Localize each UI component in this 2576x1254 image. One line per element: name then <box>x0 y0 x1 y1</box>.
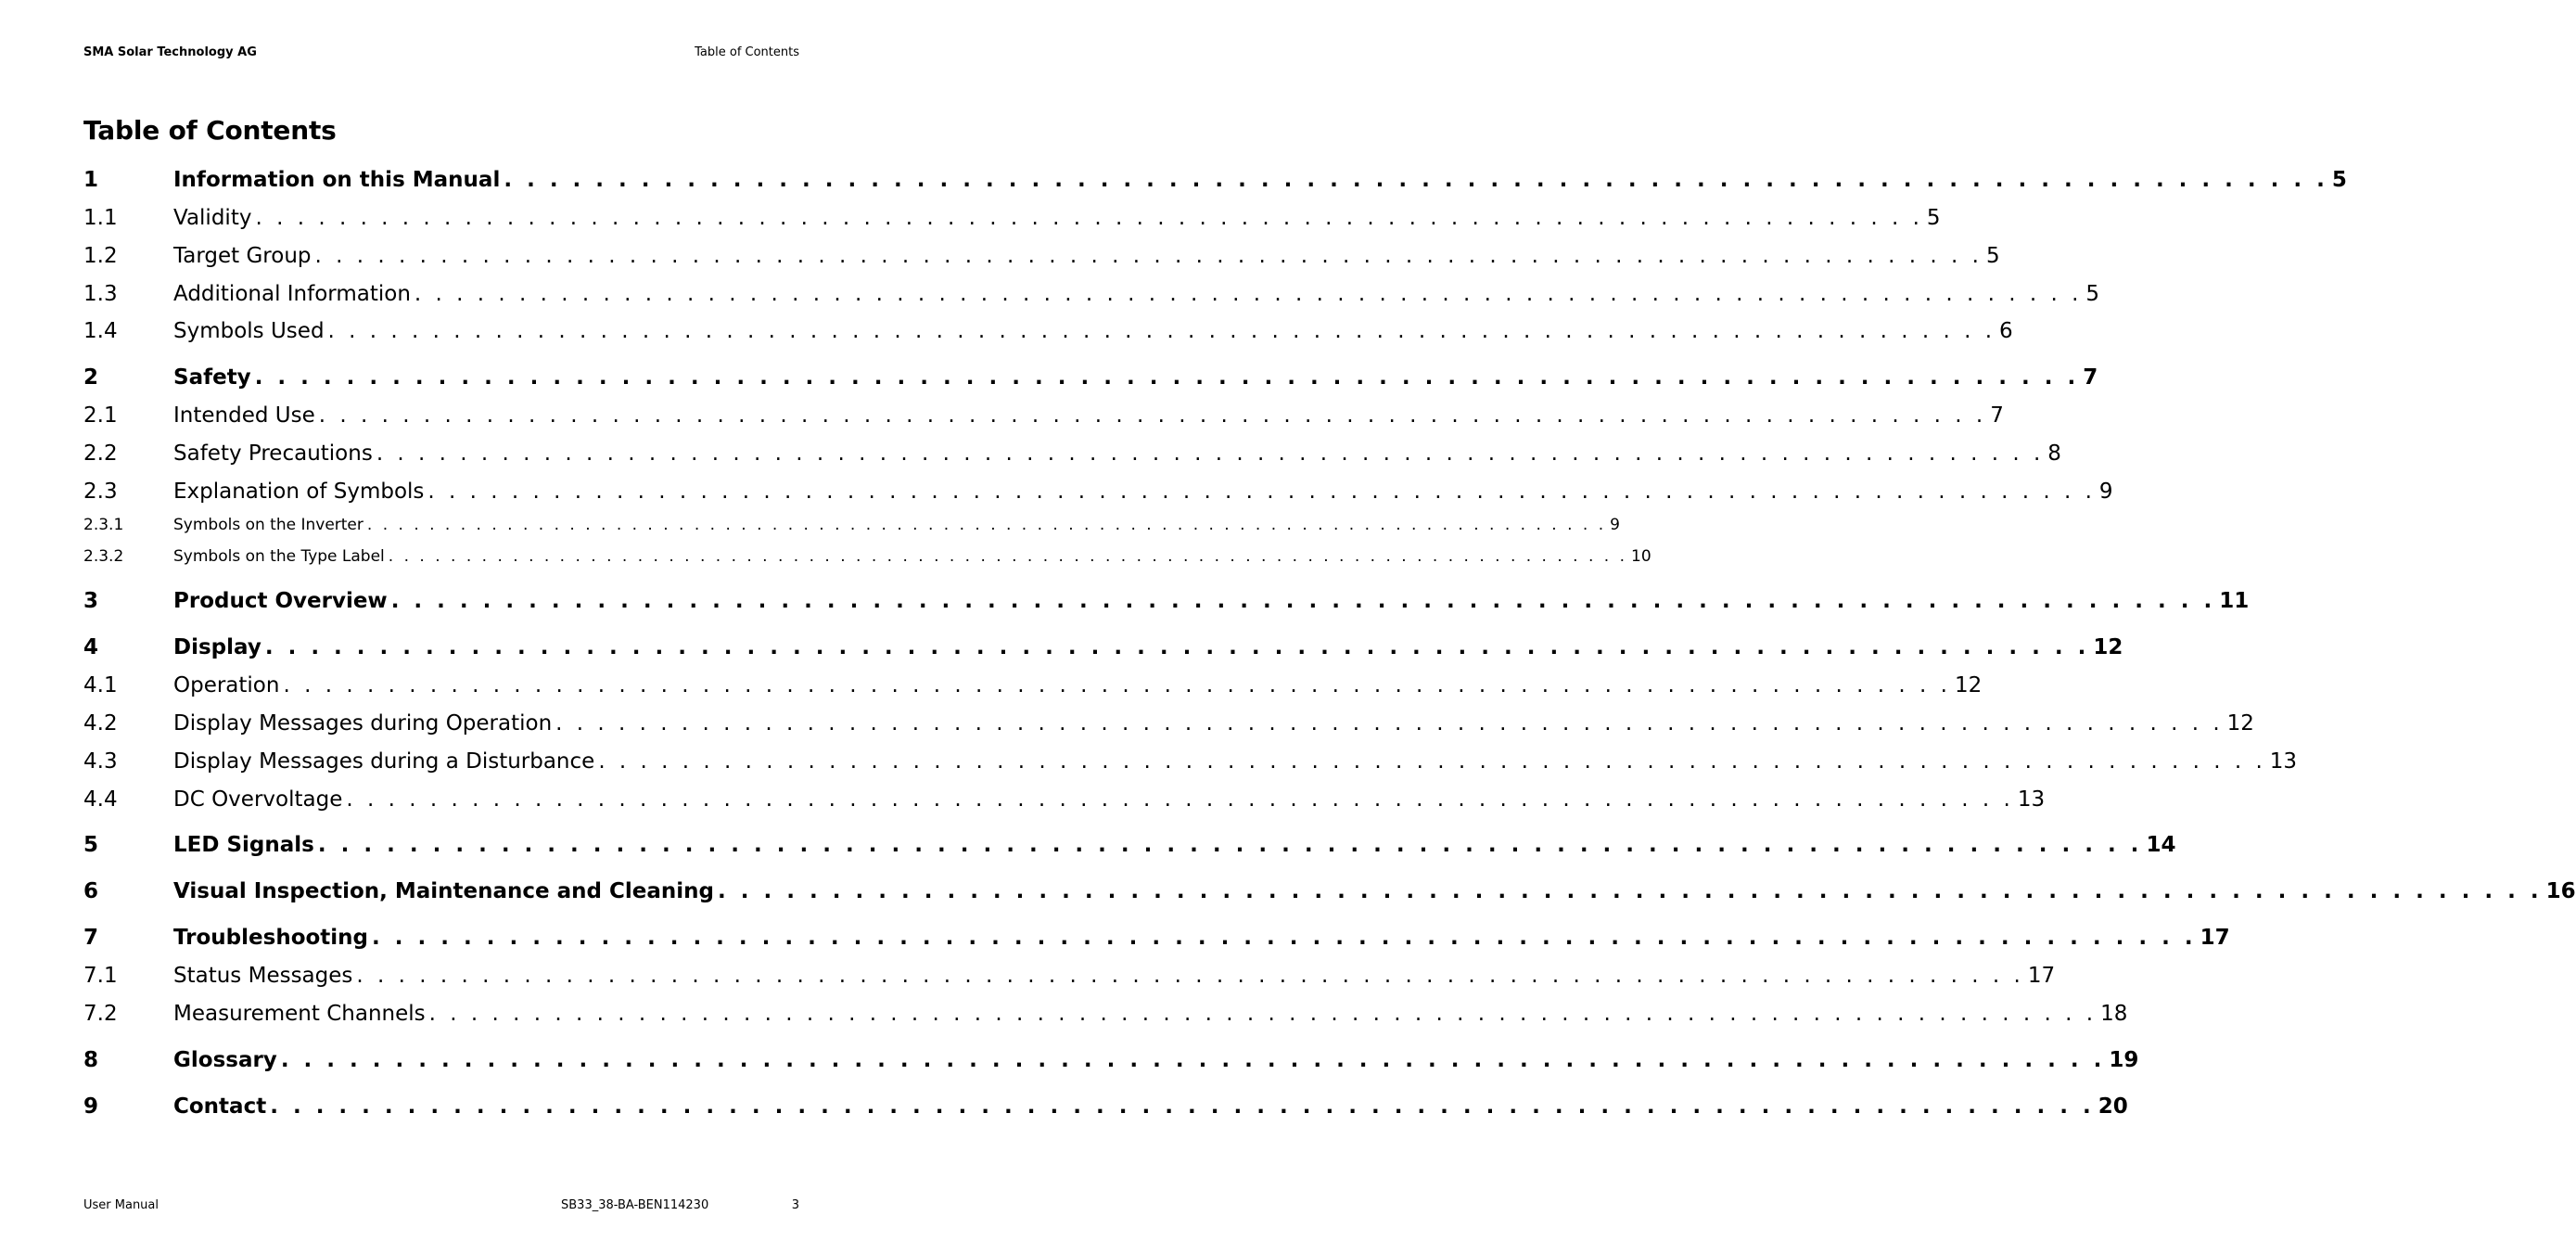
toc-entry-page: 7 <box>1990 403 2004 428</box>
toc-entry-number: 4.3 <box>83 749 118 774</box>
toc-entry-title: Validity <box>173 206 252 230</box>
toc-entry[interactable] <box>83 206 1941 230</box>
toc-entry-number: 4 <box>83 635 99 659</box>
toc-entry[interactable] <box>83 168 2347 192</box>
toc-entry-title: Troubleshooting <box>173 926 369 950</box>
toc-entry-page: 18 <box>2100 1002 2128 1026</box>
toc-entry-title: Target Group <box>173 244 312 268</box>
toc-dot-leader: . . . . . . . . . . . . . . . . . . . . . . . . . . . . . . . . . . . . . . . . . . . . . . . . . . . . . . . . . . . . . . . . . . . . . . . . . . . . . . . . <box>327 319 1996 343</box>
toc-entry-page: 5 <box>1926 206 1941 230</box>
toc-dot-leader: . . . . . . . . . . . . . . . . . . . . . . . . . . . . . . . . . . . . . . . . . . . . . . . . . . . . . . . . . . . . . . . . . . . . . . . . . . . . . . . . <box>356 964 2024 988</box>
toc-entry-page: 9 <box>1610 516 1620 534</box>
toc-entry-page: 12 <box>1954 673 1983 697</box>
toc-entry-title: DC Overvoltage <box>173 787 343 812</box>
toc-entry-number: 2.2 <box>83 441 118 466</box>
toc-entry-title: Operation <box>173 673 280 697</box>
toc-entry-title: Product Overview <box>173 589 388 613</box>
toc-entry[interactable] <box>83 1094 2128 1119</box>
toc-dot-leader: . . . . . . . . . . . . . . . . . . . . . . . . . . . . . . . . . . . . . . . . . . . . . . . . . . . . . . . . . . . . . . . . . . . . . . . . . . . . . . . . <box>366 516 1607 534</box>
toc-entry[interactable] <box>83 1048 2139 1072</box>
toc-dot-leader: . . . . . . . . . . . . . . . . . . . . . . . . . . . . . . . . . . . . . . . . . . . . . . . . . . . . . . . . . . . . . . . . . . . . . . . . . . . . . . . . <box>504 168 2328 192</box>
toc-dot-leader: . . . . . . . . . . . . . . . . . . . . . . . . . . . . . . . . . . . . . . . . . . . . . . . . . . . . . . . . . . . . . . . . . . . . . . . . . . . . . . . . <box>318 403 1987 428</box>
toc-dot-leader: . . . . . . . . . . . . . . . . . . . . . . . . . . . . . . . . . . . . . . . . . . . . . . . . . . . . . . . . . . . . . . . . . . . . . . . . . . . . . . . . <box>255 206 1923 230</box>
toc-entry-number: 2.1 <box>83 403 118 428</box>
toc-entry-title: Display <box>173 635 261 659</box>
toc-entry-page: 8 <box>2047 441 2061 466</box>
toc-entry-title: LED Signals <box>173 833 314 857</box>
toc-entry-number: 1 <box>83 168 99 192</box>
toc-entry-title: Display Messages during Operation <box>173 711 553 736</box>
toc-entry[interactable] <box>83 787 2046 812</box>
toc-entry-title: Measurement Channels <box>173 1002 426 1026</box>
toc-entry-number: 8 <box>83 1048 99 1072</box>
toc-entry-page: 20 <box>2098 1094 2128 1119</box>
toc-entry-page: 16 <box>2545 879 2576 903</box>
toc-entry-title: Visual Inspection, Maintenance and Cleaning <box>173 879 714 903</box>
toc-entry-title: Safety Precautions <box>173 441 373 466</box>
toc-entry-number: 1.4 <box>83 319 118 343</box>
toc-dot-leader: . . . . . . . . . . . . . . . . . . . . . . . . . . . . . . . . . . . . . . . . . . . . . . . . . . . . . . . . . . . . . . . . . . . . . . . . . . . . . . . . <box>314 244 1983 268</box>
toc-entry-number: 9 <box>83 1094 99 1119</box>
toc-entry-title: Glossary <box>173 1048 277 1072</box>
toc-entry[interactable] <box>83 480 2113 504</box>
toc-entry-page: 19 <box>2109 1048 2139 1072</box>
toc-entry-number: 3 <box>83 589 99 613</box>
header-section-title: Table of Contents <box>695 45 799 59</box>
toc-entry[interactable] <box>83 441 2061 466</box>
toc-entry[interactable] <box>83 319 2013 343</box>
toc-entry[interactable] <box>83 635 2123 659</box>
toc-dot-leader: . . . . . . . . . . . . . . . . . . . . . . . . . . . . . . . . . . . . . . . . . . . . . . . . . . . . . . . . . . . . . . . . . . . . . . . . . . . . . . . . <box>427 480 2096 504</box>
toc-entry-title: Contact <box>173 1094 267 1119</box>
toc-entry[interactable] <box>83 711 2254 736</box>
document-id: SB33_38-BA-BEN114230 <box>561 1198 709 1212</box>
toc-entry-title: Additional Information <box>173 282 411 306</box>
toc-entry[interactable] <box>83 244 2000 268</box>
toc-dot-leader: . . . . . . . . . . . . . . . . . . . . . . . . . . . . . . . . . . . . . . . . . . . . . . . . . . . . . . . . . . . . . . . . . . . . . . . . . . . . . . . . <box>376 441 2045 466</box>
toc-entry-page: 17 <box>2027 964 2056 988</box>
toc-dot-leader: . . . . . . . . . . . . . . . . . . . . . . . . . . . . . . . . . . . . . . . . . . . . . . . . . . . . . . . . . . . . . . . . . . . . . . . . . . . . . . . . <box>283 673 1951 697</box>
toc-entry[interactable] <box>83 403 2004 428</box>
toc-entry[interactable] <box>83 673 1983 697</box>
toc-entry-number: 1.1 <box>83 206 118 230</box>
toc-entry-number: 7.1 <box>83 964 118 988</box>
toc-entry-page: 13 <box>2269 749 2298 774</box>
toc-entry-number: 1.2 <box>83 244 118 268</box>
toc-dot-leader: . . . . . . . . . . . . . . . . . . . . . . . . . . . . . . . . . . . . . . . . . . . . . . . . . . . . . . . . . . . . . . . . . . . . . . . . . . . . . . . . <box>555 711 2224 736</box>
toc-entry-title: Status Messages <box>173 964 353 988</box>
toc-dot-leader: . . . . . . . . . . . . . . . . . . . . . . . . . . . . . . . . . . . . . . . . . . . . . . . . . . . . . . . . . . . . . . . . . . . . . . . . . . . . . . . . <box>254 365 2080 390</box>
toc-entry-page: 17 <box>2200 926 2230 950</box>
toc-entry-title: Safety <box>173 365 251 390</box>
toc-entry[interactable] <box>83 964 2056 988</box>
toc-entry-page: 5 <box>1985 244 2000 268</box>
toc-dot-leader: . . . . . . . . . . . . . . . . . . . . . . . . . . . . . . . . . . . . . . . . . . . . . . . . . . . . . . . . . . . . . . . . . . . . . . . . . . . . . . . . <box>270 1094 2095 1119</box>
toc-entry-number: 6 <box>83 879 99 903</box>
toc-entry[interactable] <box>83 589 2250 613</box>
toc-dot-leader: . . . . . . . . . . . . . . . . . . . . . . . . . . . . . . . . . . . . . . . . . . . . . . . . . . . . . . . . . . . . . . . . . . . . . . . . . . . . . . . . <box>390 589 2216 613</box>
toc-entry-number: 4.2 <box>83 711 118 736</box>
toc-dot-leader: . . . . . . . . . . . . . . . . . . . . . . . . . . . . . . . . . . . . . . . . . . . . . . . . . . . . . . . . . . . . . . . . . . . . . . . . . . . . . . . . <box>372 926 2197 950</box>
toc-entry-page: 5 <box>2331 168 2347 192</box>
toc-entry-number: 2.3.2 <box>83 547 124 566</box>
toc-entry-page: 11 <box>2219 589 2250 613</box>
page-number: 3 <box>791 1198 799 1212</box>
toc-entry-page: 10 <box>1631 547 1651 566</box>
toc-entry[interactable] <box>83 547 1651 566</box>
toc-entry[interactable] <box>83 926 2230 950</box>
toc-entry[interactable] <box>83 879 2576 903</box>
toc-entry[interactable] <box>83 365 2098 390</box>
toc-dot-leader: . . . . . . . . . . . . . . . . . . . . . . . . . . . . . . . . . . . . . . . . . . . . . . . . . . . . . . . . . . . . . . . . . . . . . . . . . . . . . . . . <box>718 879 2543 903</box>
toc-entry-title: Symbols on the Inverter <box>173 516 363 534</box>
toc-entry[interactable] <box>83 833 2176 857</box>
toc-dot-leader: . . . . . . . . . . . . . . . . . . . . . . . . . . . . . . . . . . . . . . . . . . . . . . . . . . . . . . . . . . . . . . . . . . . . . . . . . . . . . . . . <box>388 547 1628 566</box>
toc-dot-leader: . . . . . . . . . . . . . . . . . . . . . . . . . . . . . . . . . . . . . . . . . . . . . . . . . . . . . . . . . . . . . . . . . . . . . . . . . . . . . . . . <box>346 787 2014 812</box>
toc-entry-number: 5 <box>83 833 99 857</box>
toc-entry-page: 14 <box>2146 833 2176 857</box>
toc-entry-title: Information on this Manual <box>173 168 501 192</box>
toc-dot-leader: . . . . . . . . . . . . . . . . . . . . . . . . . . . . . . . . . . . . . . . . . . . . . . . . . . . . . . . . . . . . . . . . . . . . . . . . . . . . . . . . <box>264 635 2090 659</box>
toc-entry-page: 12 <box>2093 635 2123 659</box>
toc-entry-page: 7 <box>2083 365 2098 390</box>
toc-entry-number: 2 <box>83 365 99 390</box>
toc-entry[interactable] <box>83 1002 2128 1026</box>
toc-entry-number: 4.1 <box>83 673 118 697</box>
toc-entry-title: Symbols Used <box>173 319 325 343</box>
toc-dot-leader: . . . . . . . . . . . . . . . . . . . . . . . . . . . . . . . . . . . . . . . . . . . . . . . . . . . . . . . . . . . . . . . . . . . . . . . . . . . . . . . . <box>428 1002 2098 1026</box>
toc-dot-leader: . . . . . . . . . . . . . . . . . . . . . . . . . . . . . . . . . . . . . . . . . . . . . . . . . . . . . . . . . . . . . . . . . . . . . . . . . . . . . . . . <box>280 1048 2106 1072</box>
toc-entry-title: Intended Use <box>173 403 315 428</box>
running-footer <box>83 1198 799 1215</box>
toc-entry[interactable] <box>83 282 2100 306</box>
toc-entry-page: 5 <box>2085 282 2100 306</box>
toc-entry-title: Display Messages during a Disturbance <box>173 749 595 774</box>
toc-entry-title: Symbols on the Type Label <box>173 547 385 566</box>
toc-entry-number: 7 <box>83 926 99 950</box>
toc-entry-number: 7.2 <box>83 1002 118 1026</box>
document-type: User Manual <box>83 1198 159 1212</box>
toc-entry-number: 2.3.1 <box>83 516 124 534</box>
toc-entry-page: 9 <box>2098 480 2113 504</box>
toc-dot-leader: . . . . . . . . . . . . . . . . . . . . . . . . . . . . . . . . . . . . . . . . . . . . . . . . . . . . . . . . . . . . . . . . . . . . . . . . . . . . . . . . <box>414 282 2083 306</box>
toc-entry-page: 13 <box>2017 787 2046 812</box>
toc-entry-number: 1.3 <box>83 282 118 306</box>
toc-entry[interactable] <box>83 749 2298 774</box>
toc-entry[interactable] <box>83 516 1620 534</box>
toc-entry-title: Explanation of Symbols <box>173 480 425 504</box>
toc-dot-leader: . . . . . . . . . . . . . . . . . . . . . . . . . . . . . . . . . . . . . . . . . . . . . . . . . . . . . . . . . . . . . . . . . . . . . . . . . . . . . . . . <box>317 833 2143 857</box>
company-name: SMA Solar Technology AG <box>83 45 257 59</box>
toc-entry-number: 4.4 <box>83 787 118 812</box>
toc-entry-number: 2.3 <box>83 480 118 504</box>
toc-dot-leader: . . . . . . . . . . . . . . . . . . . . . . . . . . . . . . . . . . . . . . . . . . . . . . . . . . . . . . . . . . . . . . . . . . . . . . . . . . . . . . . . <box>598 749 2266 774</box>
toc-entry-page: 12 <box>2226 711 2254 736</box>
page-title: Table of Contents <box>83 115 337 146</box>
toc-entry-page: 6 <box>1999 319 2013 343</box>
